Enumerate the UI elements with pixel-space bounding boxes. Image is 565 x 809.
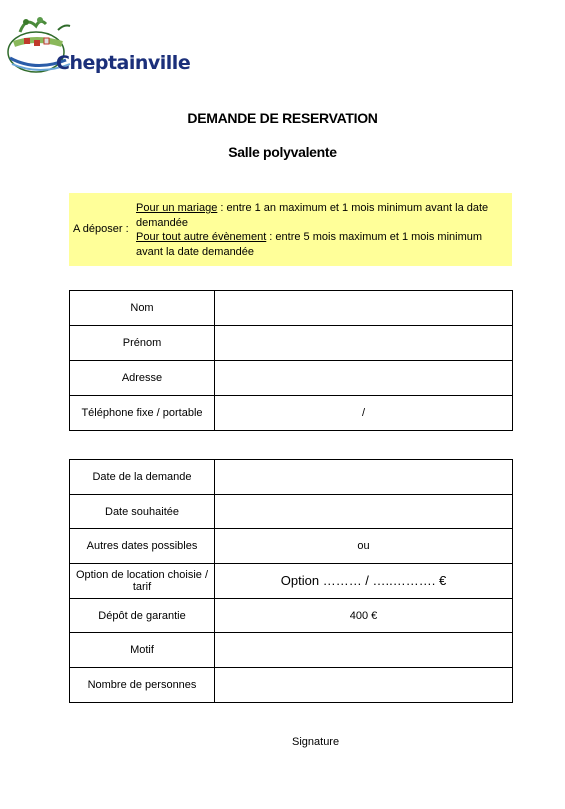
table-row	[70, 494, 513, 529]
depot-value: 400 €	[215, 598, 513, 633]
signature-label: Signature	[292, 736, 340, 748]
submission-notice	[69, 193, 512, 266]
notice-other-label: Pour tout autre évènement	[136, 231, 267, 243]
table-row	[70, 361, 513, 396]
booking-table	[69, 459, 513, 703]
row-label-date-demande: Date de la demande	[70, 460, 215, 495]
notice-wedding-label: Pour un mariage	[136, 202, 218, 214]
table-row	[70, 564, 513, 599]
row-label-nom: Nom	[70, 291, 215, 326]
nombre-personnes-field[interactable]	[215, 668, 513, 703]
adresse-field[interactable]	[215, 361, 513, 396]
table-row	[70, 460, 513, 495]
table-row	[70, 633, 513, 668]
page-title: DEMANDE DE RESERVATION	[187, 110, 378, 126]
notice-other-text: : entre 5 mois maximum et 1 mois minimum avant la date demandée	[136, 231, 483, 258]
telephone-field[interactable]: /	[215, 396, 513, 431]
nom-field[interactable]	[215, 291, 513, 326]
date-demande-field[interactable]	[215, 460, 513, 495]
autres-dates-field[interactable]: ou	[215, 529, 513, 564]
table-row	[70, 326, 513, 361]
cheptainville-logo	[6, 14, 191, 76]
row-label-autres-dates: Autres dates possibles	[70, 529, 215, 564]
contact-table	[69, 290, 513, 431]
notice-label: A déposer :	[73, 223, 129, 235]
notice-body	[136, 201, 508, 259]
notice-wedding-text: : entre 1 an maximum et 1 mois minimum avant la date demandée	[136, 202, 489, 229]
table-row	[70, 291, 513, 326]
option-field[interactable]: Option ……… / …..………. €	[215, 564, 513, 599]
row-label-date-souhaitee: Date souhaitée	[70, 494, 215, 529]
row-label-adresse: Adresse	[70, 361, 215, 396]
row-label-depot: Dépôt de garantie	[70, 598, 215, 633]
prenom-field[interactable]	[215, 326, 513, 361]
row-label-motif: Motif	[70, 633, 215, 668]
motif-field[interactable]	[215, 633, 513, 668]
row-label-nombre-personnes: Nombre de personnes	[70, 668, 215, 703]
table-row	[70, 529, 513, 564]
row-label-telephone: Téléphone fixe / portable	[70, 396, 215, 431]
table-row	[70, 598, 513, 633]
row-label-prenom: Prénom	[70, 326, 215, 361]
table-row	[70, 668, 513, 703]
table-row	[70, 396, 513, 431]
page-subtitle: Salle polyvalente	[228, 144, 337, 160]
row-label-option: Option de location choisie / tarif	[70, 564, 215, 599]
logo-text: Cheptainville	[56, 52, 191, 74]
date-souhaitee-field[interactable]	[215, 494, 513, 529]
